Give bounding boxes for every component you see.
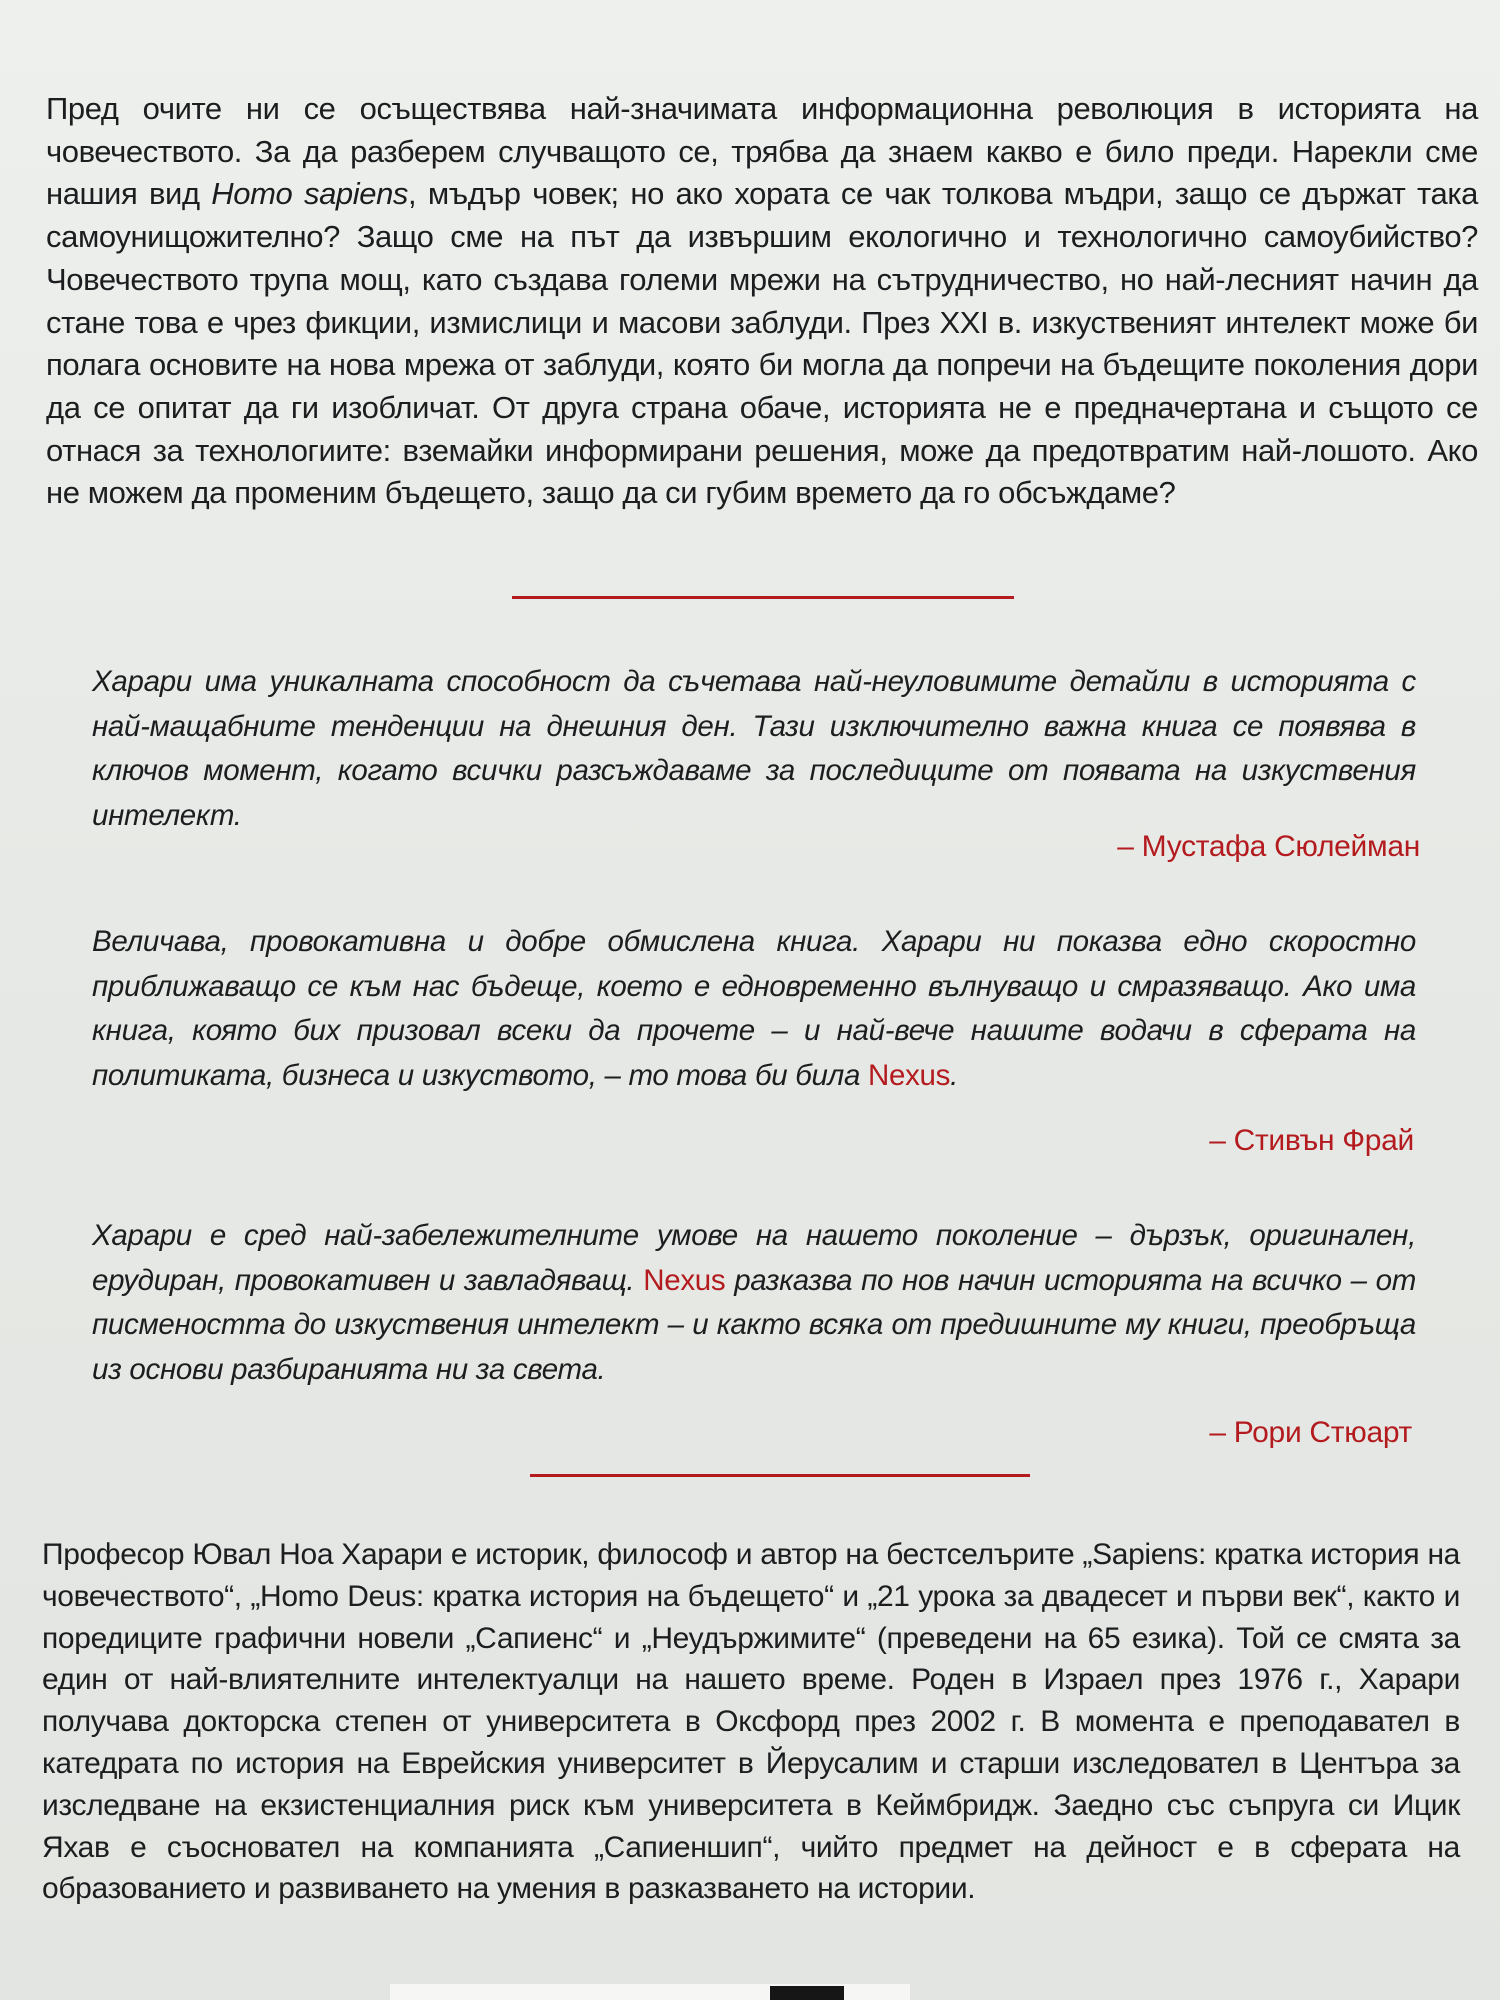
quote-2-text xyxy=(92,920,1416,1098)
quote-1-text: Харари има уникалната способност да съчетава най-неуловимите детайли в историята с най-мащабните тенденции на днешния ден. Тази изключително важна книга се появява в ключов момент, когато всички разсъждаваме за последиците от появата на изкуствения интелект. xyxy=(92,665,1416,832)
quote-3-text-end: разказва по нов начин историята на всичко – от писмеността до изкуствения интелект – и както всяка от предишните му книги, преобръща из основи разбиранията ни за света. xyxy=(92,1263,1416,1386)
top-divider xyxy=(512,596,1014,599)
quote-2-text-start: Величава, провокативна и добре обмислена книга. Харари ни показва едно скоростно приближаващо се към нас бъдеще, което е едновременно вълнуващо и смразяващо. Ако има книга, която бих призовал всеки да прочете – и най-вече нашите водачи в сферата на политиката, бизнеса и изкуството, – то това би била xyxy=(92,925,1416,1092)
intro-paragraph xyxy=(46,88,1478,515)
intro-text-start: Пред очите ни се осъществява най-значимата информационна революция в историята на човечеството. За да разберем случващото се, трябва да знаем какво е било преди. Нарекли сме нашия вид xyxy=(46,91,1478,212)
barcode-mark xyxy=(770,1986,844,2000)
quote-3-book-title: Nexus xyxy=(643,1263,726,1297)
intro-text-end: , мъдър човек; но ако хората се чак толкова мъдри, защо се държат така самоунищожително? Защо сме на път да извършим екологично и технологично самоубийство? Човечеството трупа мощ, като създава големи мрежи на сътрудничество, но най-лесният начин да стане това е чрез фикции, измислици и масови заблуди. През XXI в. изкуственият интелект може би полага основите на нова мрежа от заблуди, която би могла да попречи на бъдещите поколения дори да се опитат да ги изобличат. От друга страна обаче, историята не е предначертана и същото се отнася за технологиите: вземайки информирани решения, може да предотвратим най-лошото. Ако не можем да променим бъдещето, защо да си губим времето да го обсъждаме? xyxy=(46,176,1479,511)
intro-emphasis: Homo sapiens xyxy=(211,176,409,212)
quote-1-author: – Мустафа Сюлейман xyxy=(1117,830,1420,863)
quote-2-author: – Стивън Фрай xyxy=(1209,1124,1414,1157)
quote-2-text-end: . xyxy=(950,1058,959,1092)
quote-3-text-start: Харари е сред най-забележителните умове на нашето поколение – дързък, оригинален, ерудиран, провокативен и завладяващ. xyxy=(92,1219,1416,1297)
quote-3-text xyxy=(92,1214,1416,1392)
quote-2-book-title: Nexus xyxy=(867,1058,951,1092)
bottom-divider xyxy=(530,1474,1030,1477)
author-bio: Професор Ювал Ноа Харари е историк, философ и автор на бестселърите „Sapiens: кратка история на човечеството“, „Homo Deus: кратка история на бъдещето“ и „21 урока за двадесет и първи век“, както и поредиците графични новели „Сапиенс“ и „Неудържимите“ (преведени на 65 езика). Той се смята за един от най-влиятелните интелектуалци на нашето време. Роден в Израел през 1976 г., Харари получава докторска степен от университета в Оксфорд през 2002 г. В момента е преподавател в катедрата по история на Еврейския университет в Йерусалим и старши изследовател в Центъра за изследване на екзистенциалния риск към университета в Кеймбридж. Заедно със съпруга си Ицик Яхав е съосновател на компанията „Сапиеншип“, чийто предмет на дейност е в сферата на образованието и развиването на умения в разказването на истории. xyxy=(42,1538,1460,1906)
quote-3-author: – Рори Стюарт xyxy=(1209,1416,1412,1449)
